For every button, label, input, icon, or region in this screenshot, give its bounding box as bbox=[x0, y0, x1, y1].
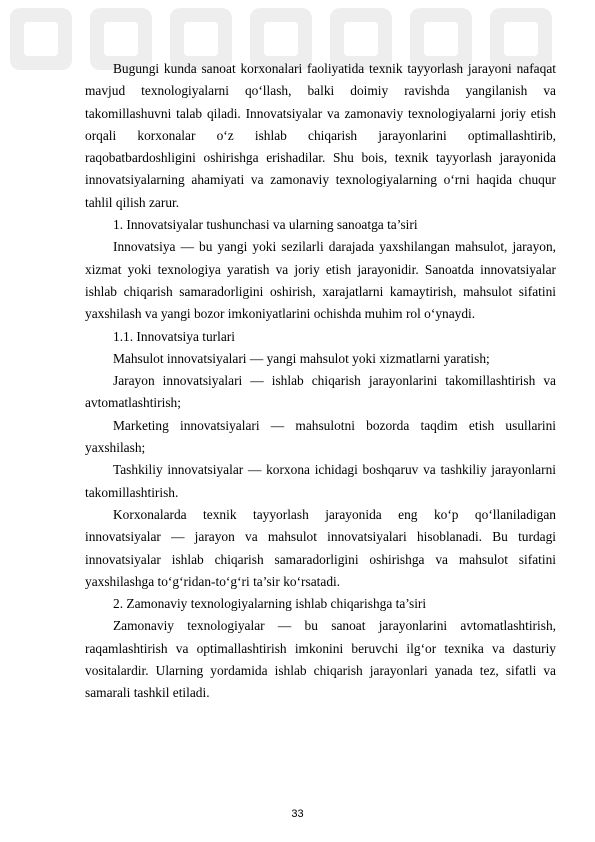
list-item: Mahsulot innovatsiyalari — yangi mahsulot yoki xizmatlarni yaratish; bbox=[113, 350, 490, 366]
section-heading: 1. Innovatsiyalar tushunchasi va ularning sanoatga ta’siri bbox=[113, 217, 418, 233]
list-item: Marketing innovatsiyalari — mahsulotni bozorda taqdim etish usullarini yaxshilash; bbox=[85, 417, 556, 456]
page-number: 33 bbox=[291, 808, 304, 820]
paragraph: Zamonaviy texnologiyalar — bu sanoat jarayonlarini avtomatlashtirish, raqamlashtirish va optimallashtirish imkonini beruvchi ilg‘or texnika va dasturiy vositalardir. Ularning yordamida ishlab chiqarish jarayonlari yanada tez, sifatli va samarali tashkil etiladi. bbox=[85, 618, 556, 701]
section-heading: 2. Zamonaviy texnologiyalarning ishlab chiqarishga ta’siri bbox=[113, 596, 427, 612]
paragraph: Bugungi kunda sanoat korxonalari faoliyatida texnik tayyorlash jarayoni nafaqat mavjud texnologiyalarni qo‘llash, balki doimiy ravishda yangilanish va takomillashuvni talab qiladi. Innovatsiyalar va zamonaviy texnologiyalarni joriy etish orqali korxonalar o‘z ishlab chiqarish jarayonlarini optimallashtirib, raqobatbardoshligini oshirishga erishadilar. Shu bois, texnik tayyorlash jarayonida innovatsiyalarning ahamiyati va zamonaviy texnologiyalarning o‘rni haqida chuqur tahlil qilish zarur. bbox=[85, 61, 556, 210]
list-item: Jarayon innovatsiyalari — ishlab chiqarish jarayonlarini takomillashtirish va avtomatlashtirish; bbox=[85, 373, 556, 411]
page-body bbox=[85, 58, 556, 705]
subsection-heading: 1.1. Innovatsiya turlari bbox=[113, 328, 235, 344]
list-item: Tashkiliy innovatsiyalar — korxona ichidagi boshqaruv va tashkiliy jarayonlarni takomillashtirish. bbox=[85, 462, 556, 500]
paragraph: Korxonalarda texnik tayyorlash jarayonida eng ko‘p qo‘llaniladigan innovatsiyalar — jarayon va mahsulot innovatsiyalari hisoblanadi. Bu turdagi innovatsiyalar ishlab chiqarish samaradorligini oshirishga va mahsulot sifatini yaxshilashga to‘g‘ridan-to‘g‘ri ta’sir ko‘rsatadi. bbox=[85, 506, 556, 589]
paragraph: Innovatsiya — bu yangi yoki sezilarli darajada yaxshilangan mahsulot, jarayon, xizmat yoki texnologiya yaratish va joriy etish jarayonidir. Sanoatda innovatsiyalar ishlab chiqarish samaradorligini oshirish, xarajatlarni kamaytirish, mahsulot sifatini yaxshilash va yangi bozor imkoniyatlarini ochishda muhim rol o‘ynaydi. bbox=[85, 239, 556, 322]
watermark-logo bbox=[10, 8, 72, 70]
